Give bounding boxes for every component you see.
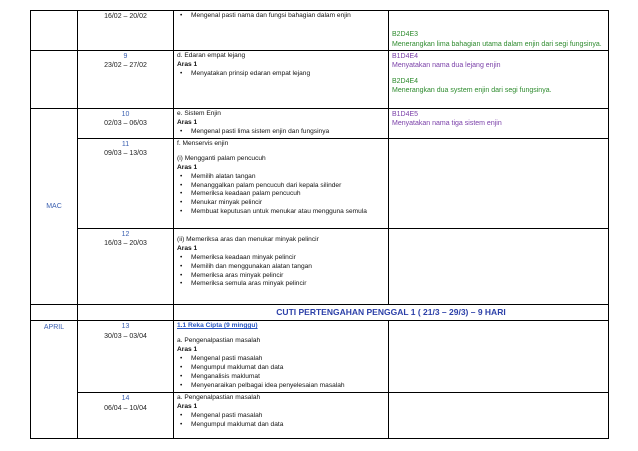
content-cell [174, 229, 389, 305]
standard-cell [389, 11, 609, 51]
table-row [31, 229, 609, 305]
content-cell [174, 321, 389, 393]
list-item: • Membuat keputusan untuk menukar atau mengguna semula [177, 208, 385, 217]
item-list [177, 412, 385, 430]
week-cell [78, 51, 174, 109]
week-number: 13 [121, 323, 130, 331]
list-item: • Menanggalkan palam pencucuh dari kepala silinder [177, 182, 385, 191]
standard-cell [389, 139, 609, 229]
content-cell [174, 139, 389, 229]
table-row [31, 393, 609, 439]
item-list [177, 355, 385, 391]
list-item: • Mengenal pasti lima sistem enjin dan fungsinya [177, 128, 385, 137]
standard-desc: Menerangkan lima bahagian utama dalam enjin dari segi fungsinya. [392, 40, 602, 48]
standard-code: B2D4E4 [392, 77, 419, 85]
month-label: APRIL [43, 324, 65, 332]
month-cell [31, 109, 78, 305]
month-label: MAC [46, 202, 62, 210]
month-cell [31, 321, 78, 439]
standard-cell [389, 321, 609, 393]
standard-code: B1D4E4 [392, 53, 419, 60]
aras-label: Aras 1 [177, 346, 198, 354]
standard-desc: Menyatakan nama tiga sistem enjin [392, 120, 502, 128]
aras-label: Aras 1 [177, 244, 198, 252]
list-item: • Mengenal pasti masalah [177, 355, 385, 364]
list-item: • Menyenaraikan pelbagai idea penyelesaian masalah [177, 382, 385, 391]
subtopic-heading: (ii) Memeriksa aras dan menukar minyak pelincir [177, 236, 319, 243]
item-list [177, 173, 385, 217]
list-item: • Memeriksa keadaan minyak pelincir [177, 254, 385, 263]
week-number: 12 [121, 231, 130, 238]
list-item: • Mengenal pasti nama dan fungsi bahagian dalam enjin [177, 12, 385, 21]
week-cell [78, 11, 174, 51]
table-row [31, 139, 609, 229]
standard-cell [389, 393, 609, 439]
week-number: 11 [121, 141, 130, 148]
table-row [31, 51, 609, 109]
standard-code: B1D4E5 [392, 111, 419, 118]
topic-heading: a. Pengenalpastian masalah [177, 394, 261, 402]
list-item: • Mengumpul maklumat dan data [177, 421, 385, 430]
list-item: • Menyatakan prinsip edaran empat lejang [177, 70, 385, 79]
content-cell [174, 11, 389, 51]
table-row [31, 11, 609, 51]
list-item: • Mengenal pasti masalah [177, 412, 385, 421]
list-item: • Memilih alatan tangan [177, 173, 385, 182]
week-number: 9 [123, 53, 128, 60]
topic-heading: a. Pengenalpastian masalah [177, 337, 261, 345]
week-date: 09/03 – 13/03 [104, 150, 147, 158]
topic-link-heading: 1.1 Reka Cipta (9 minggu) [177, 322, 258, 330]
content-cell [174, 51, 389, 109]
week-cell [78, 109, 174, 139]
month-cell [31, 11, 78, 51]
week-cell [78, 139, 174, 229]
lesson-plan-table [30, 10, 609, 439]
standard-cell [389, 229, 609, 305]
aras-label: Aras 1 [177, 60, 198, 68]
week-number: 10 [121, 111, 130, 118]
standard-desc: Menerangkan dua system enjin dari segi fungsinya. [392, 87, 552, 95]
week-date: 30/03 – 03/04 [104, 332, 147, 340]
standard-desc: Menyatakan nama dua lejang enjin [392, 62, 501, 70]
week-date: 06/04 – 10/04 [104, 404, 147, 412]
table-row [31, 109, 609, 139]
item-list [177, 12, 385, 21]
aras-label: Aras 1 [177, 403, 198, 411]
topic-heading: d. Edaran empat lejang [177, 52, 246, 59]
topic-heading: f. Menservis enjin [177, 140, 229, 147]
content-cell [174, 109, 389, 139]
topic-heading: e. Sistem Enjin [177, 110, 221, 117]
list-item: • Memeriksa semula aras minyak pelincir [177, 280, 385, 289]
week-date: 16/03 – 20/03 [104, 240, 147, 248]
week-date: 16/02 – 20/02 [104, 13, 147, 20]
week-date: 23/02 – 27/02 [104, 62, 147, 70]
item-list [177, 128, 385, 137]
list-item: • Menganalisis maklumat [177, 373, 385, 382]
standard-cell [389, 109, 609, 139]
standard-code: B2D4E3 [392, 31, 419, 39]
aras-label: Aras 1 [177, 118, 198, 126]
week-cell [78, 229, 174, 305]
item-list [177, 70, 385, 79]
list-item: • Memeriksa aras minyak pelincir [177, 272, 385, 281]
list-item: • Memilih dan menggunakan alatan tangan [177, 263, 385, 272]
list-item: • Memeriksa keadaan palam pencucuh [177, 190, 385, 199]
content-cell [174, 393, 389, 439]
aras-label: Aras 1 [177, 163, 198, 171]
item-list [177, 254, 385, 290]
week-cell [78, 321, 174, 393]
month-cell [31, 51, 78, 109]
table-row [31, 305, 609, 321]
month-cell [31, 305, 78, 321]
list-item: • Mengumpul maklumat dan data [177, 364, 385, 373]
week-cell [78, 393, 174, 439]
standard-cell [389, 51, 609, 109]
list-item: • Menukar minyak pelincir [177, 199, 385, 208]
subtopic-heading: (i) Mengganti palam pencucuh [177, 154, 266, 162]
table-row [31, 321, 609, 393]
week-cell [78, 305, 174, 321]
week-number: 14 [121, 395, 130, 403]
holiday-banner: CUTI PERTENGAHAN PENGGAL 1 ( 21/3 – 29/3) – 9 HARI [174, 305, 609, 321]
week-date: 02/03 – 06/03 [104, 120, 147, 128]
